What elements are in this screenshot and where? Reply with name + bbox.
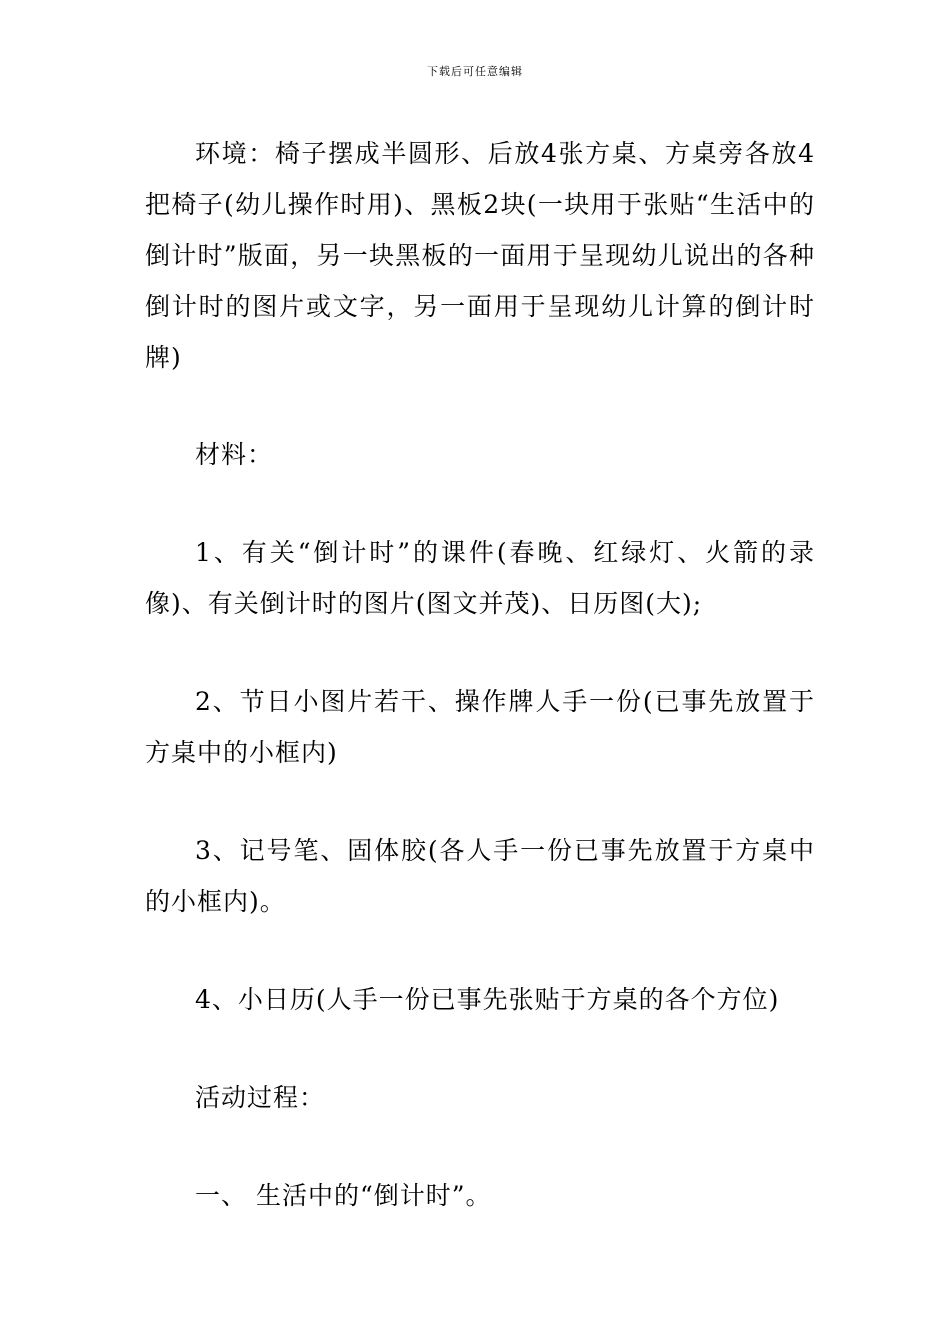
heading-materials: 材料： (195, 440, 274, 469)
page-header: 下载后可任意编辑 (427, 65, 523, 78)
paragraph-material-1: 1、有关“倒计时”的课件(春晚、红绿灯、火箭的录像)、有关倒计时的图片(图文并茂)、日历图(大); (145, 538, 815, 618)
document-body (145, 128, 815, 1268)
paragraph-material-2: 2、节日小图片若干、操作牌人手一份(已事先放置于方桌中的小框内) (145, 687, 815, 767)
paragraph-material-4: 4、小日历(人手一份已事先张贴于方桌的各个方位) (195, 985, 780, 1014)
section-heading-1: 一、 生活中的“倒计时”。 (195, 1181, 492, 1210)
paragraph-material-3: 3、记号笔、固体胶(各人手一份已事先放置于方桌中的小框内)。 (145, 836, 815, 916)
heading-activity-process: 活动过程： (195, 1083, 326, 1112)
paragraph-environment: 环境：椅子摆成半圆形、后放4张方桌、方桌旁各放4把椅子(幼儿操作时用)、黑板2块(一块用于张贴“生活中的倒计时”版面，另一块黑板的一面用于呈现幼儿说出的各种倒计时的图片或文字，另一面用于呈现幼儿计算的倒计时牌) (145, 139, 815, 372)
